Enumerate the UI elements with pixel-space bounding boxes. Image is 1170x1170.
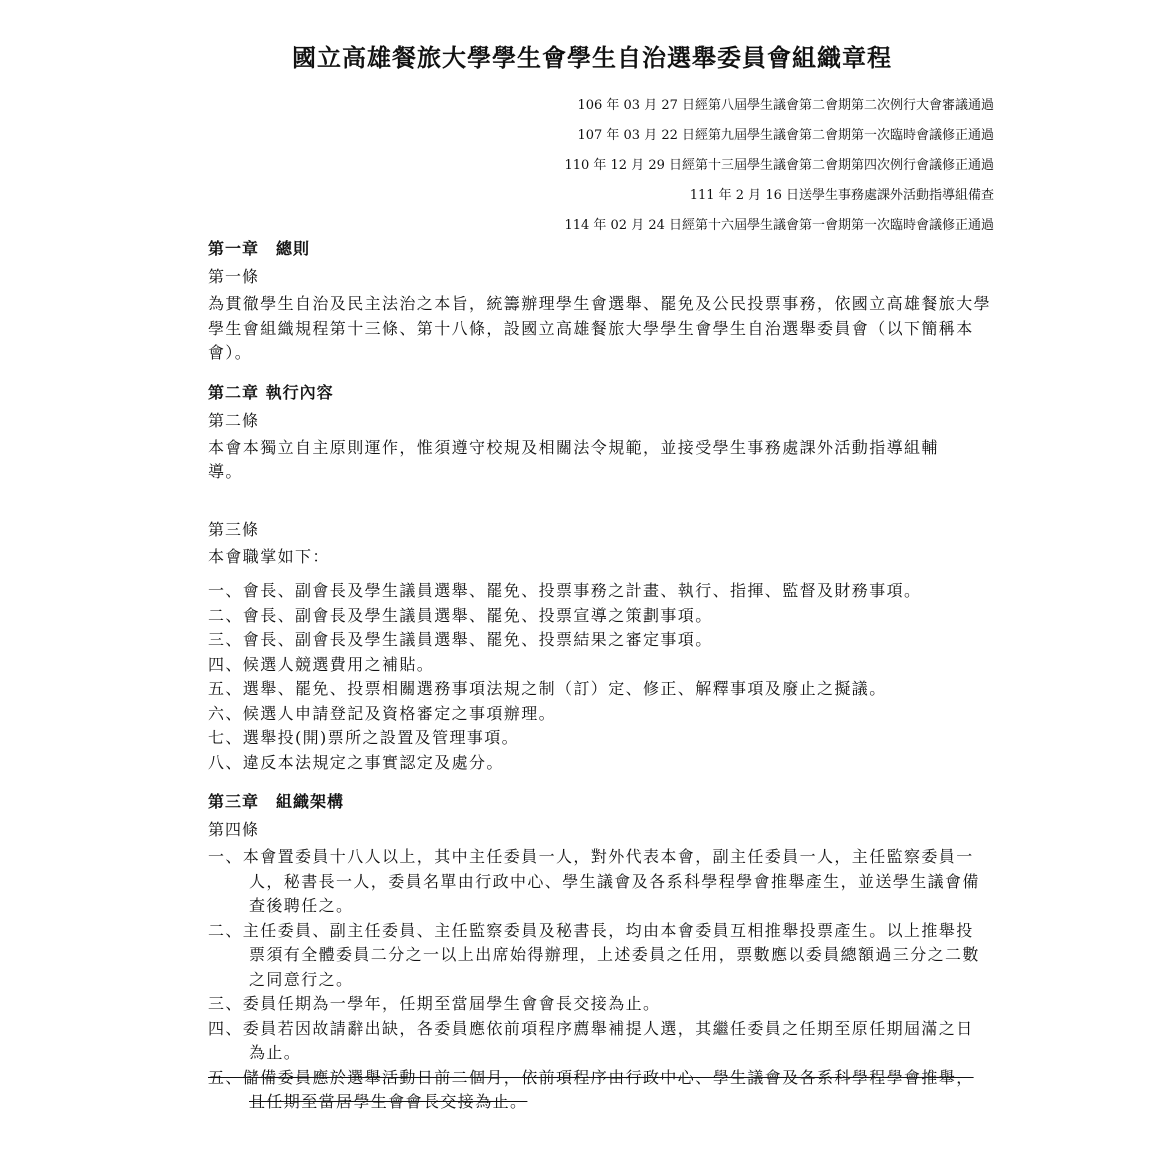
article-2-label: 第二條 — [208, 410, 260, 430]
chapter-2-heading: 第二章 執行內容 — [208, 382, 334, 402]
list-item: 一、本會置委員十八人以上，其中主任委員一人，對外代表本會，副主任委員一人，主任監察委員一人，秘書長一人，委員名單由行政中心、學生議會及各系科學程學會推舉產生，並送學生議會備查後聘任之。 — [208, 847, 980, 915]
history-line: 114 年 02 月 24 日經第十六屆學生議會第一會期第一次臨時會議修正通過 — [564, 218, 994, 233]
list-item: 八、違反本法規定之事實認定及處分。 — [208, 752, 504, 772]
document-body — [208, 236, 1028, 1115]
history-line: 110 年 12 月 29 日經第十三屆學生議會第二會期第四次例行會議修正通過 — [564, 158, 994, 173]
document-title: 國立高雄餐旅大學學生會學生自治選舉委員會組織章程 — [292, 43, 892, 72]
article-3-label: 第三條 — [208, 519, 260, 539]
article-2-text: 本會本獨立自主原則運作，惟須遵守校規及相關法令規範，並接受學生事務處課外活動指導組輔導。 — [208, 437, 939, 481]
history-line: 111 年 2 月 16 日送學生事務處課外活動指導組備查 — [689, 188, 994, 203]
chapter-1-heading: 第一章 總則 — [208, 239, 311, 258]
article-3-intro: 本會職掌如下： — [208, 546, 330, 566]
duties-list — [208, 579, 1028, 775]
article-1-text: 為貫徹學生自治及民主法治之本旨，統籌辦理學生會選舉、罷免及公民投票事務，依國立高雄餐旅大學學生會組織規程第十三條、第十八條，設國立高雄餐旅大學學生會學生自治選舉委員會（以下簡稱本會）。 — [208, 294, 992, 362]
list-item: 四、候選人競選費用之補貼。 — [208, 654, 435, 674]
history-line: 106 年 03 月 27 日經第八屆學生議會第二會期第二次例行大會審議通過 — [577, 98, 994, 113]
organization-list — [208, 845, 988, 1115]
list-item: 一、會長、副會長及學生議員選舉、罷免、投票事務之計畫、執行、指揮、監督及財務事項。 — [208, 581, 922, 600]
list-item: 五、選舉、罷免、投票相關選務事項法規之制（訂）定、修正、解釋事項及廢止之擬議。 — [208, 679, 887, 698]
list-item: 七、選舉投(開)票所之設置及管理事項。 — [208, 728, 520, 747]
history-line: 107 年 03 月 22 日經第九屆學生議會第二會期第一次臨時會議修正通過 — [577, 128, 994, 143]
list-item: 六、候選人申請登記及資格審定之事項辦理。 — [208, 703, 557, 723]
chapter-3-heading: 第三章 組織架構 — [208, 792, 345, 811]
list-item: 二、主任委員、副主任委員、主任監察委員及秘書長，均由本會委員互相推舉投票產生。以上推舉投票須有全體委員二分之一以上出席始得辦理，上述委員之任用，票數應以委員總額過三分之二數之同意行之。 — [208, 920, 980, 989]
article-4-label: 第四條 — [208, 820, 260, 839]
list-item: 四、委員若因故請辭出缺，各委員應依前項程序薦舉補提人選，其繼任委員之任期至原任期屆滿之日為止。 — [208, 1018, 974, 1062]
deleted-list-item: 五、儲備委員應於選舉活動日前二個月，依前項程序由行政中心、學生議會及各系科學程學會推舉，且任期至當居學生會會長交接為止。 — [208, 1067, 974, 1111]
article-1-label: 第一條 — [208, 267, 260, 286]
list-item: 二、會長、副會長及學生議員選舉、罷免、投票宣導之策劃事項。 — [208, 605, 713, 625]
list-item: 三、委員任期為一學年，任期至當屆學生會會長交接為止。 — [208, 994, 661, 1013]
amendment-history — [564, 96, 994, 246]
list-item: 三、會長、副會長及學生議員選舉、罷免、投票結果之審定事項。 — [208, 630, 713, 649]
